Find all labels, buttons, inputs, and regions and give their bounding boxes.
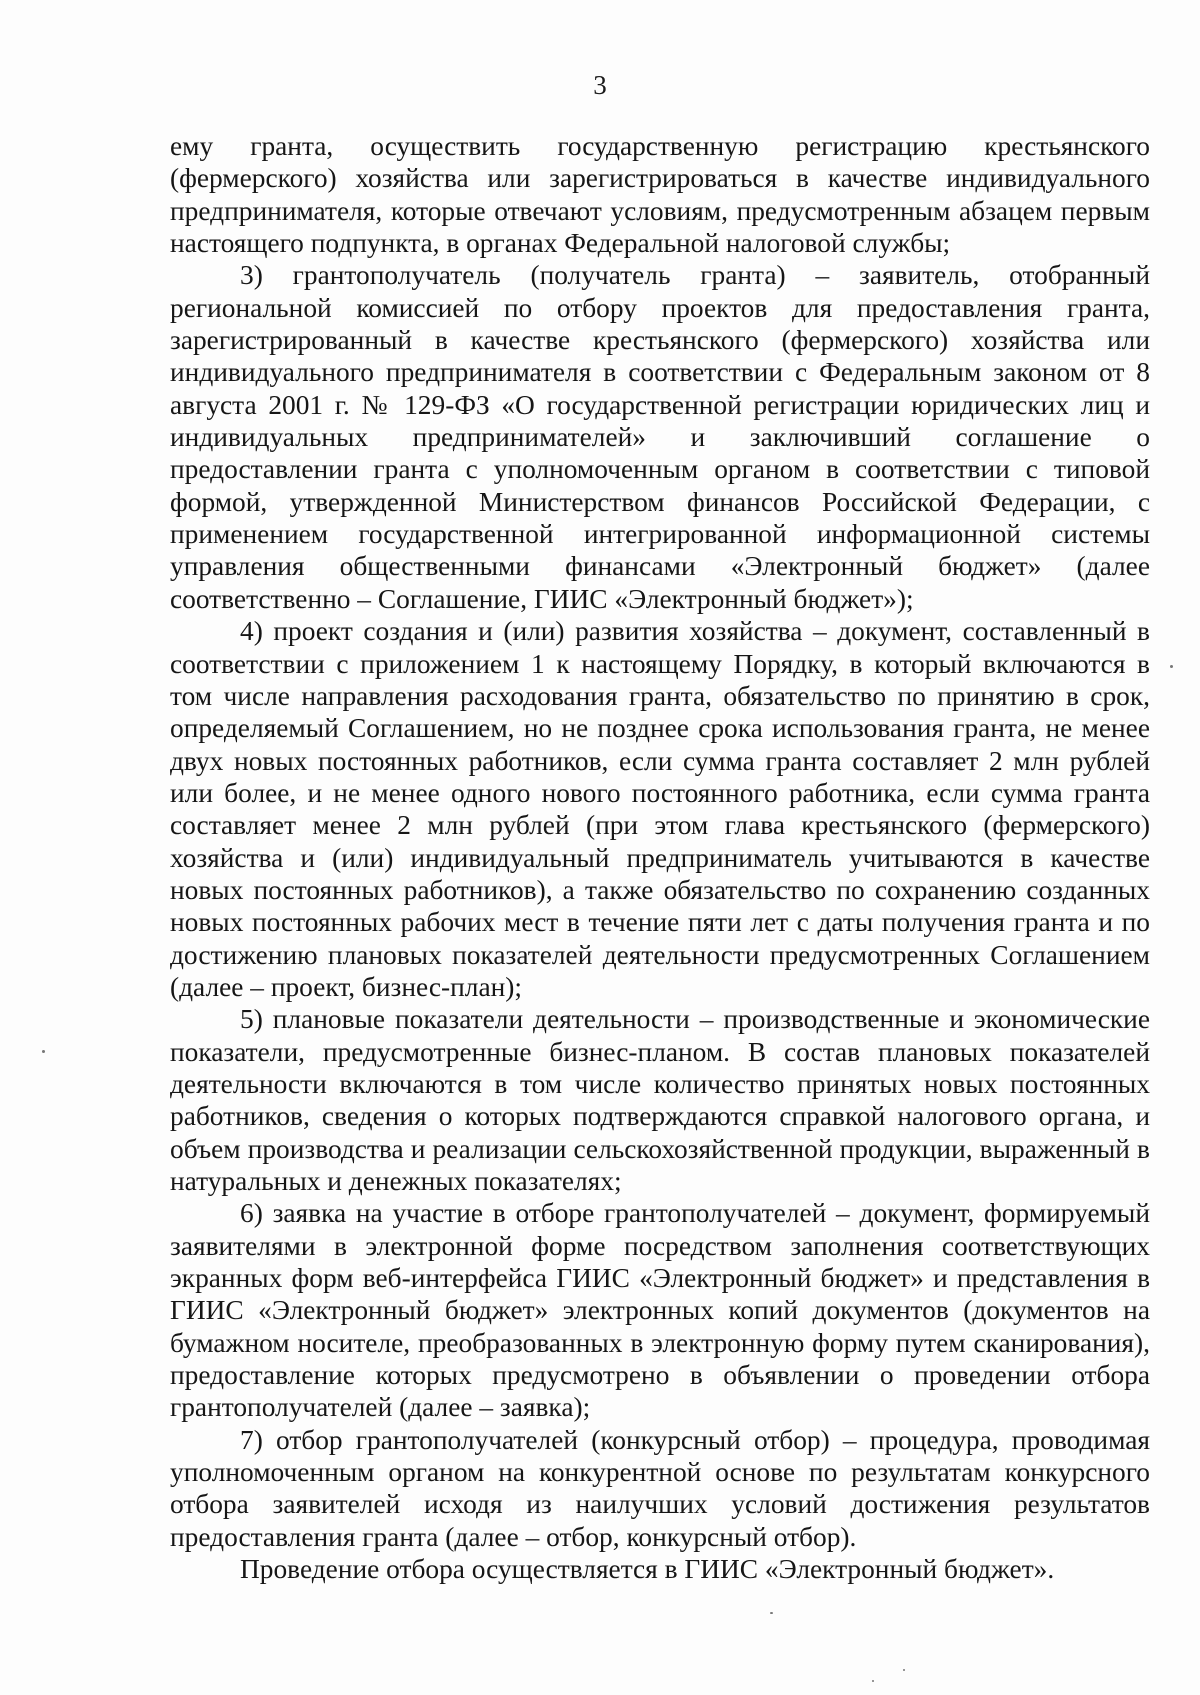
page-number: 3 [593,70,607,100]
document-body [170,130,1150,1585]
paragraph-selection-system: Проведение отбора осуществляется в ГИИС «Электронный бюджет». [240,1554,1055,1585]
scan-speck [1170,665,1173,668]
scan-speck [903,1669,905,1671]
scan-speck [872,1680,874,1682]
paragraph-item-7-selection: 7) отбор грантополучателей (конкурсный отбор) – процедура, проводимая уполномоченным органом на конкурентной основе по результатам конкурсного отбора заявителей исходя из наилучших условий достижения результатов предоставления гранта (далее – отбор, конкурсный отбор). [170,1424,1150,1552]
paragraph-item-3-grant-recipient: 3) грантополучатель (получатель гранта) – заявитель, отобранный региональной комиссией по отбору проектов для предоставления гранта, зарегистрированный в качестве крестьянского (фермерского) хозяйства или индивидуального предпринимателя в соответствии с Федеральным законом от 8 августа 2001 г. № 129-ФЗ «О государственной регистрации юридических лиц и индивидуальных предпринимателей» и заключивший соглашение о предоставлении гранта с уполномоченным органом в соответствии с типовой формой, утвержденной Министерством финансов Российской Федерации, с применением государственной интегрированной информационной системы управления общественными финансами «Электронный бюджет» (далее соответственно – Соглашение, ГИИС «Электронный бюджет»); [170,260,1150,614]
paragraph-item-5-planned-indicators: 5) плановые показатели деятельности – производственные и экономические показатели, предусмотренные бизнес-планом. В состав плановых показателей деятельности включаются в том числе количество принятых новых постоянных работников, сведения о которых подтверждаются справкой налогового органа, и объем производства и реализации сельскохозяйственной продукции, выраженный в натуральных и денежных показателях; [170,1004,1150,1196]
paragraph-item-4-project: 4) проект создания и (или) развития хозяйства – документ, составленный в соответствии с приложением 1 к настоящему Порядку, в который включаются в том числе направления расходования гранта, обязательство по принятию в срок, определяемый Соглашением, но не позднее срока использования гранта, не менее двух новых постоянных работников, если сумма гранта составляет 2 млн рублей или более, и не менее одного нового постоянного работника, если сумма гранта составляет менее 2 млн рублей (при этом глава крестьянского (фермерского) хозяйства и (или) индивидуальный предприниматель учитываются в качестве новых постоянных работников), а также обязательство по сохранению созданных новых постоянных рабочих мест в течение пяти лет с даты получения гранта и по достижению плановых показателей деятельности предусмотренных Соглашением (далее – проект, бизнес-план); [170,616,1150,1002]
scan-speck [770,1612,773,1614]
paragraph-item-6-application: 6) заявка на участие в отборе грантополучателей – документ, формируемый заявителями в электронной форме посредством заполнения соответствующих экранных форм веб-интерфейса ГИИС «Электронный бюджет» и представления в ГИИС «Электронный бюджет» электронных копий документов (документов на бумажном носителе, преобразованных в электронную форму путем сканирования), предоставление которых предусмотрено в объявлении о проведении отбора грантополучателей (далее – заявка); [170,1198,1150,1423]
paragraph-continuation: ему гранта, осуществить государственную регистрацию крестьянского (фермерского) хозяйства или зарегистрироваться в качестве индивидуального предпринимателя, которые отвечают условиям, предусмотренным абзацем первым настоящего подпункта, в органах Федеральной налоговой службы; [170,131,1150,259]
scan-speck [42,1050,45,1053]
